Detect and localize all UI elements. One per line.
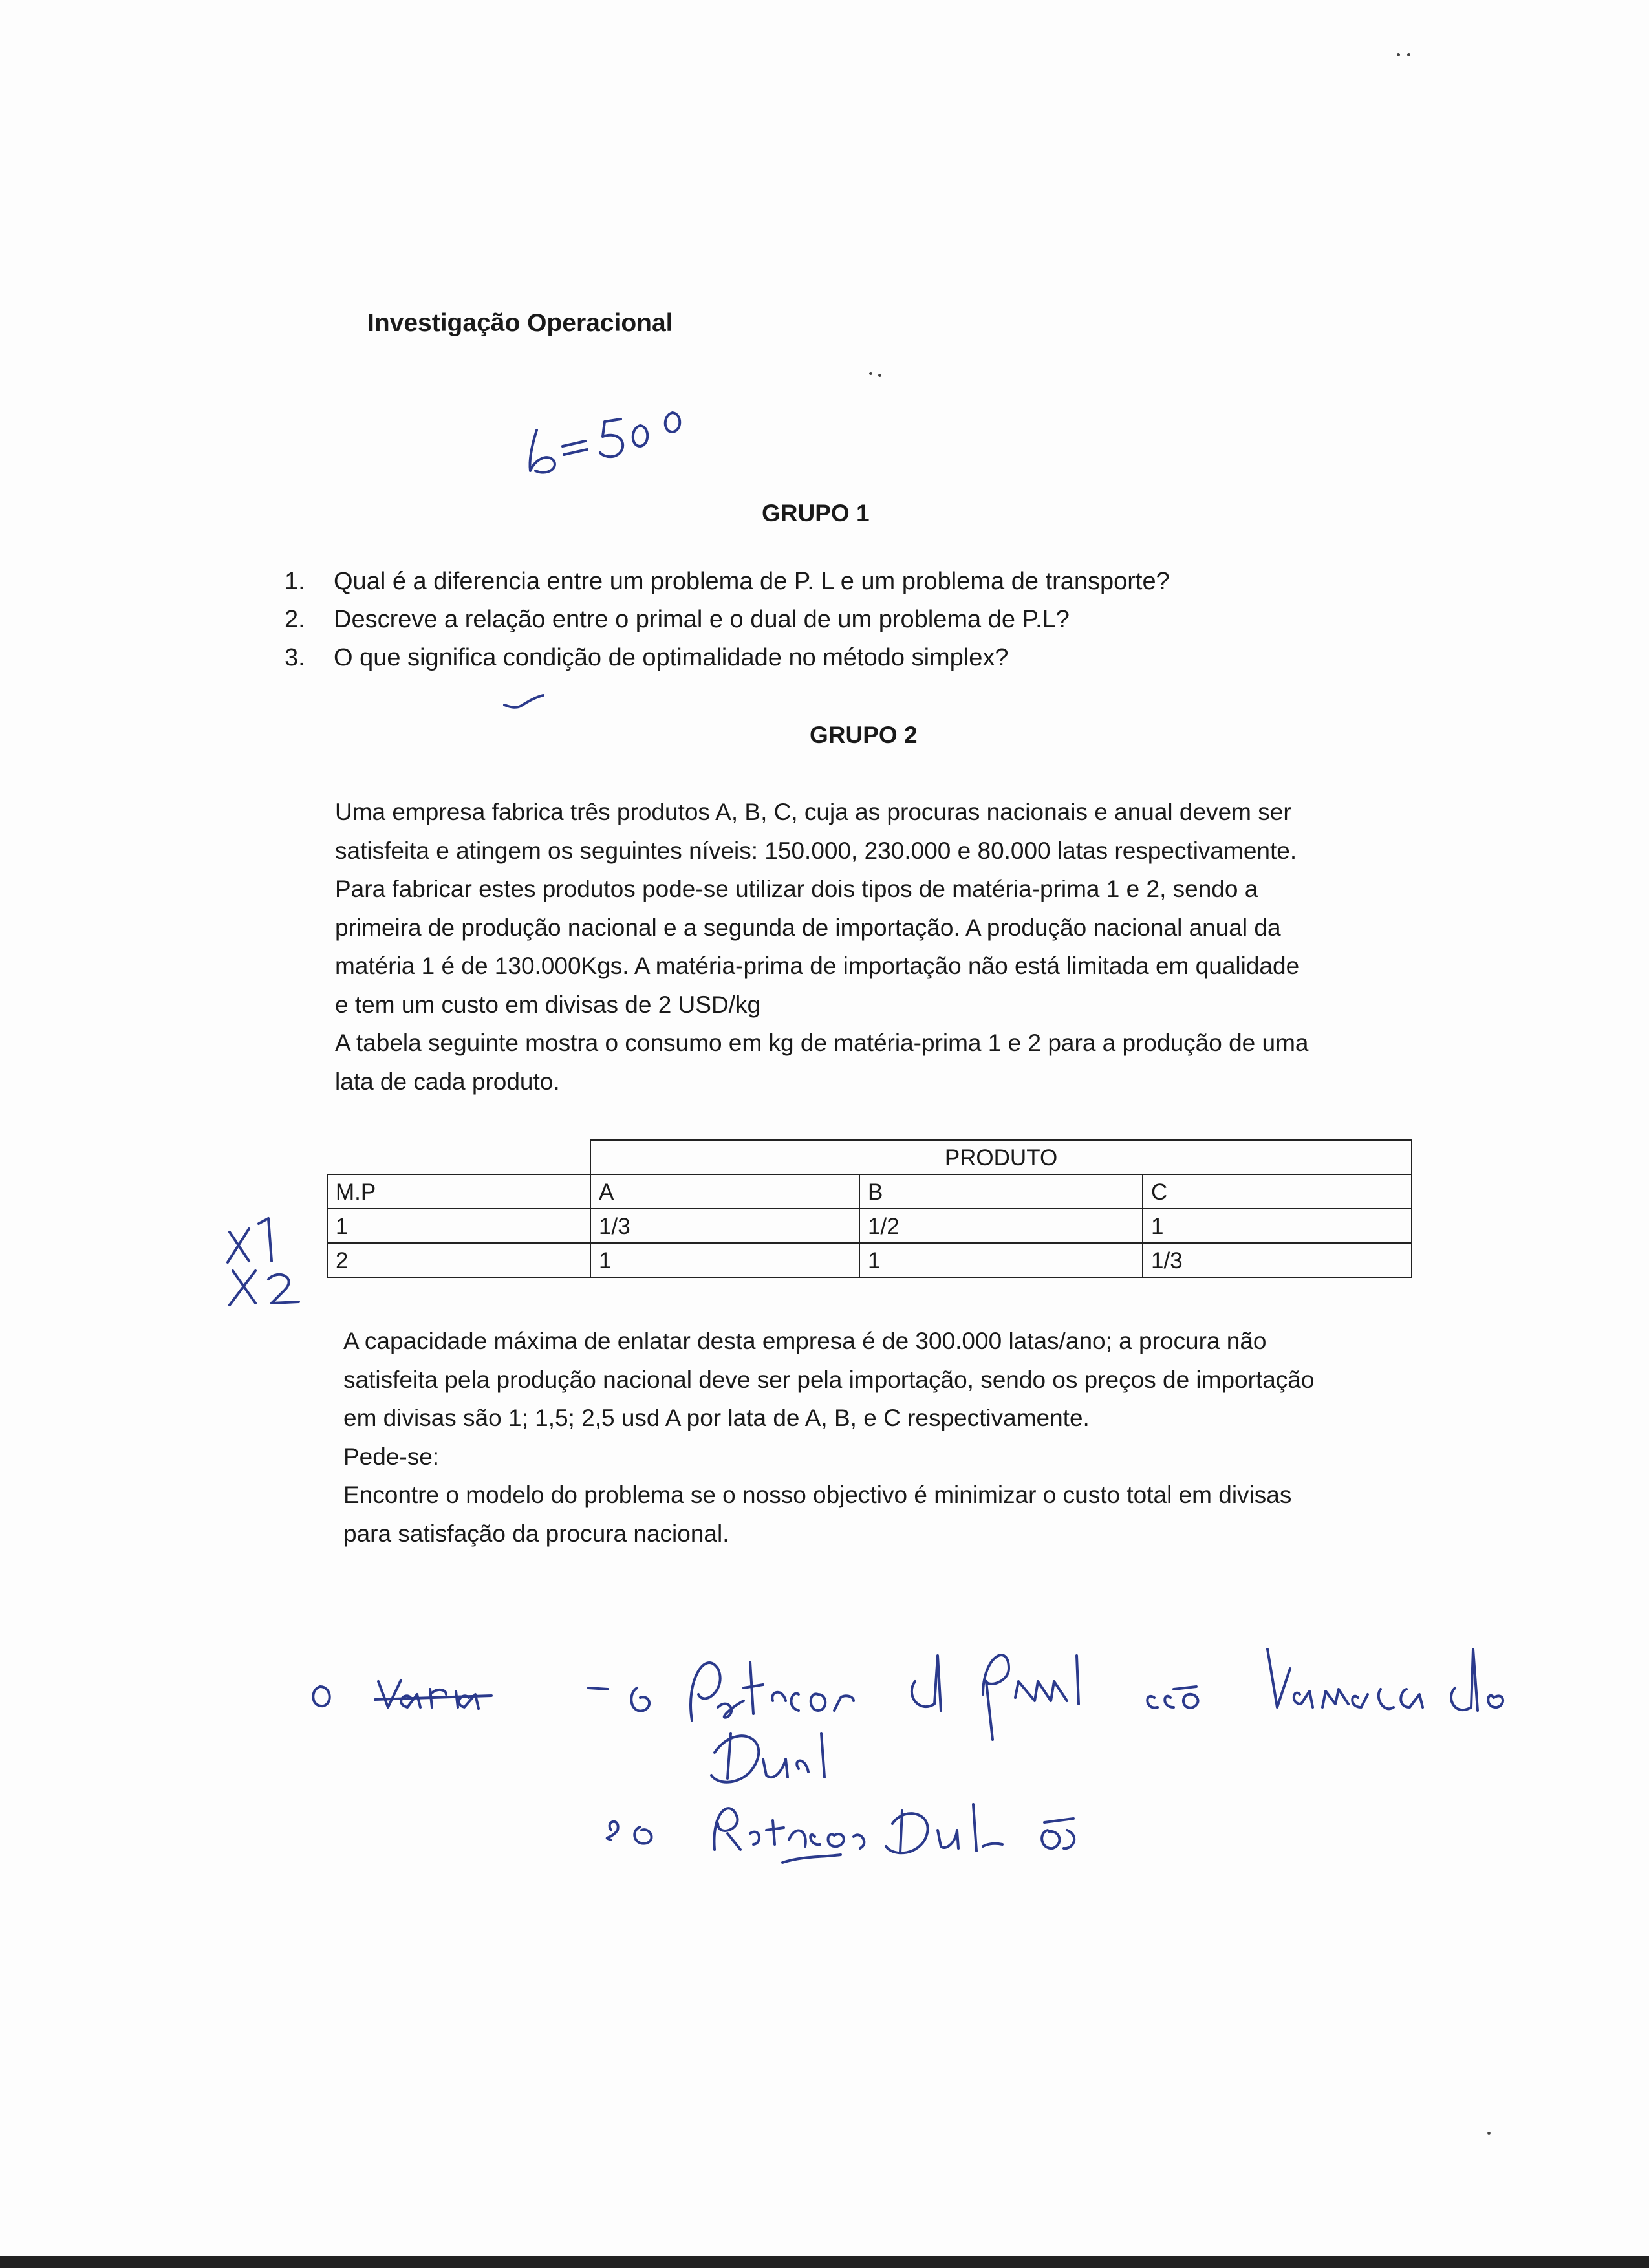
question-text: Descreve a relação entre o primal e o dual de um problema de P.L? [334, 606, 1070, 633]
table-cell: 1/3 [590, 1209, 859, 1243]
table-group-header: PRODUTO [590, 1140, 1412, 1174]
table-cell: 1 [590, 1243, 859, 1277]
paragraph-line: A tabela seguinte mostra o consumo em kg de matéria-prima 1 e 2 para a produção de uma [335, 1030, 1309, 1056]
table-cell: 1/3 [1143, 1243, 1412, 1277]
paragraph-line: Encontre o modelo do problema se o nosso objectivo é minimizar o custo total em divisas [343, 1482, 1292, 1508]
table-cell: 1 [1143, 1209, 1412, 1243]
table-cell: 2 [327, 1243, 590, 1277]
group2-heading: GRUPO 2 [810, 722, 918, 748]
question-number: 3. [285, 644, 305, 671]
scan-speck [1397, 53, 1400, 56]
scan-speck [1407, 53, 1410, 56]
table-header-cell: B [859, 1174, 1143, 1209]
paragraph-line: lata de cada produto. [335, 1068, 560, 1095]
course-title: Investigação Operacional [367, 309, 673, 337]
scan-speck [869, 372, 872, 375]
paragraph-line: Para fabricar estes produtos pode-se utilizar dois tipos de matéria-prima 1 e 2, sendo a [335, 876, 1258, 902]
question-text: O que significa condição de optimalidade no método simplex? [334, 644, 1009, 671]
paragraph-line: em divisas são 1; 1,5; 2,5 usd A por lata de A, B, e C respectivamente. [343, 1405, 1090, 1431]
handwritten-note-line-2 [607, 1804, 1075, 1863]
table-cell: 1/2 [859, 1209, 1143, 1243]
handwritten-note-line-1 [313, 1649, 1503, 1740]
handwritten-note-dual [711, 1733, 824, 1782]
question-number: 2. [285, 606, 305, 633]
paragraph-line: A capacidade máxima de enlatar desta empresa é de 300.000 latas/ano; a procura não [343, 1328, 1267, 1354]
paragraph-line: primeira de produção nacional e a segunda de importação. A produção nacional anual da [335, 914, 1281, 941]
scan-speck [1487, 2132, 1491, 2135]
handwritten-tick [504, 695, 543, 707]
scan-speck [878, 374, 881, 377]
paragraph-line: satisfeita pela produção nacional deve ser pela importação, sendo os preços de importação [343, 1366, 1315, 1393]
paragraph-line: satisfeita e atingem os seguintes níveis: 150.000, 230.000 e 80.000 latas respectivamente. [335, 837, 1297, 864]
paragraph-line: Pede-se: [343, 1443, 440, 1470]
table-header-cell: A [590, 1174, 859, 1209]
group1-heading: GRUPO 1 [762, 500, 870, 526]
question-text: Qual é a diferencia entre um problema de P. L e um problema de transporte? [334, 568, 1170, 595]
paragraph-line: e tem um custo em divisas de 2 USD/kg [335, 991, 761, 1018]
handwritten-b-500 [530, 413, 680, 473]
table-cell: 1 [327, 1209, 590, 1243]
table-header-cell: M.P [327, 1174, 590, 1209]
paragraph-line: Uma empresa fabrica três produtos A, B, C, cuja as procuras nacionais e anual devem ser [335, 799, 1291, 825]
table-cell: 1 [859, 1243, 1143, 1277]
paragraph-line: matéria 1 é de 130.000Kgs. A matéria-prima de importação não está limitada em qualidade [335, 953, 1300, 979]
paragraph-line: para satisfação da procura nacional. [343, 1520, 729, 1547]
question-number: 1. [285, 568, 305, 595]
scan-edge-strip [0, 2256, 1649, 2268]
table-header-cell: C [1143, 1174, 1412, 1209]
handwritten-row-labels [228, 1218, 299, 1305]
